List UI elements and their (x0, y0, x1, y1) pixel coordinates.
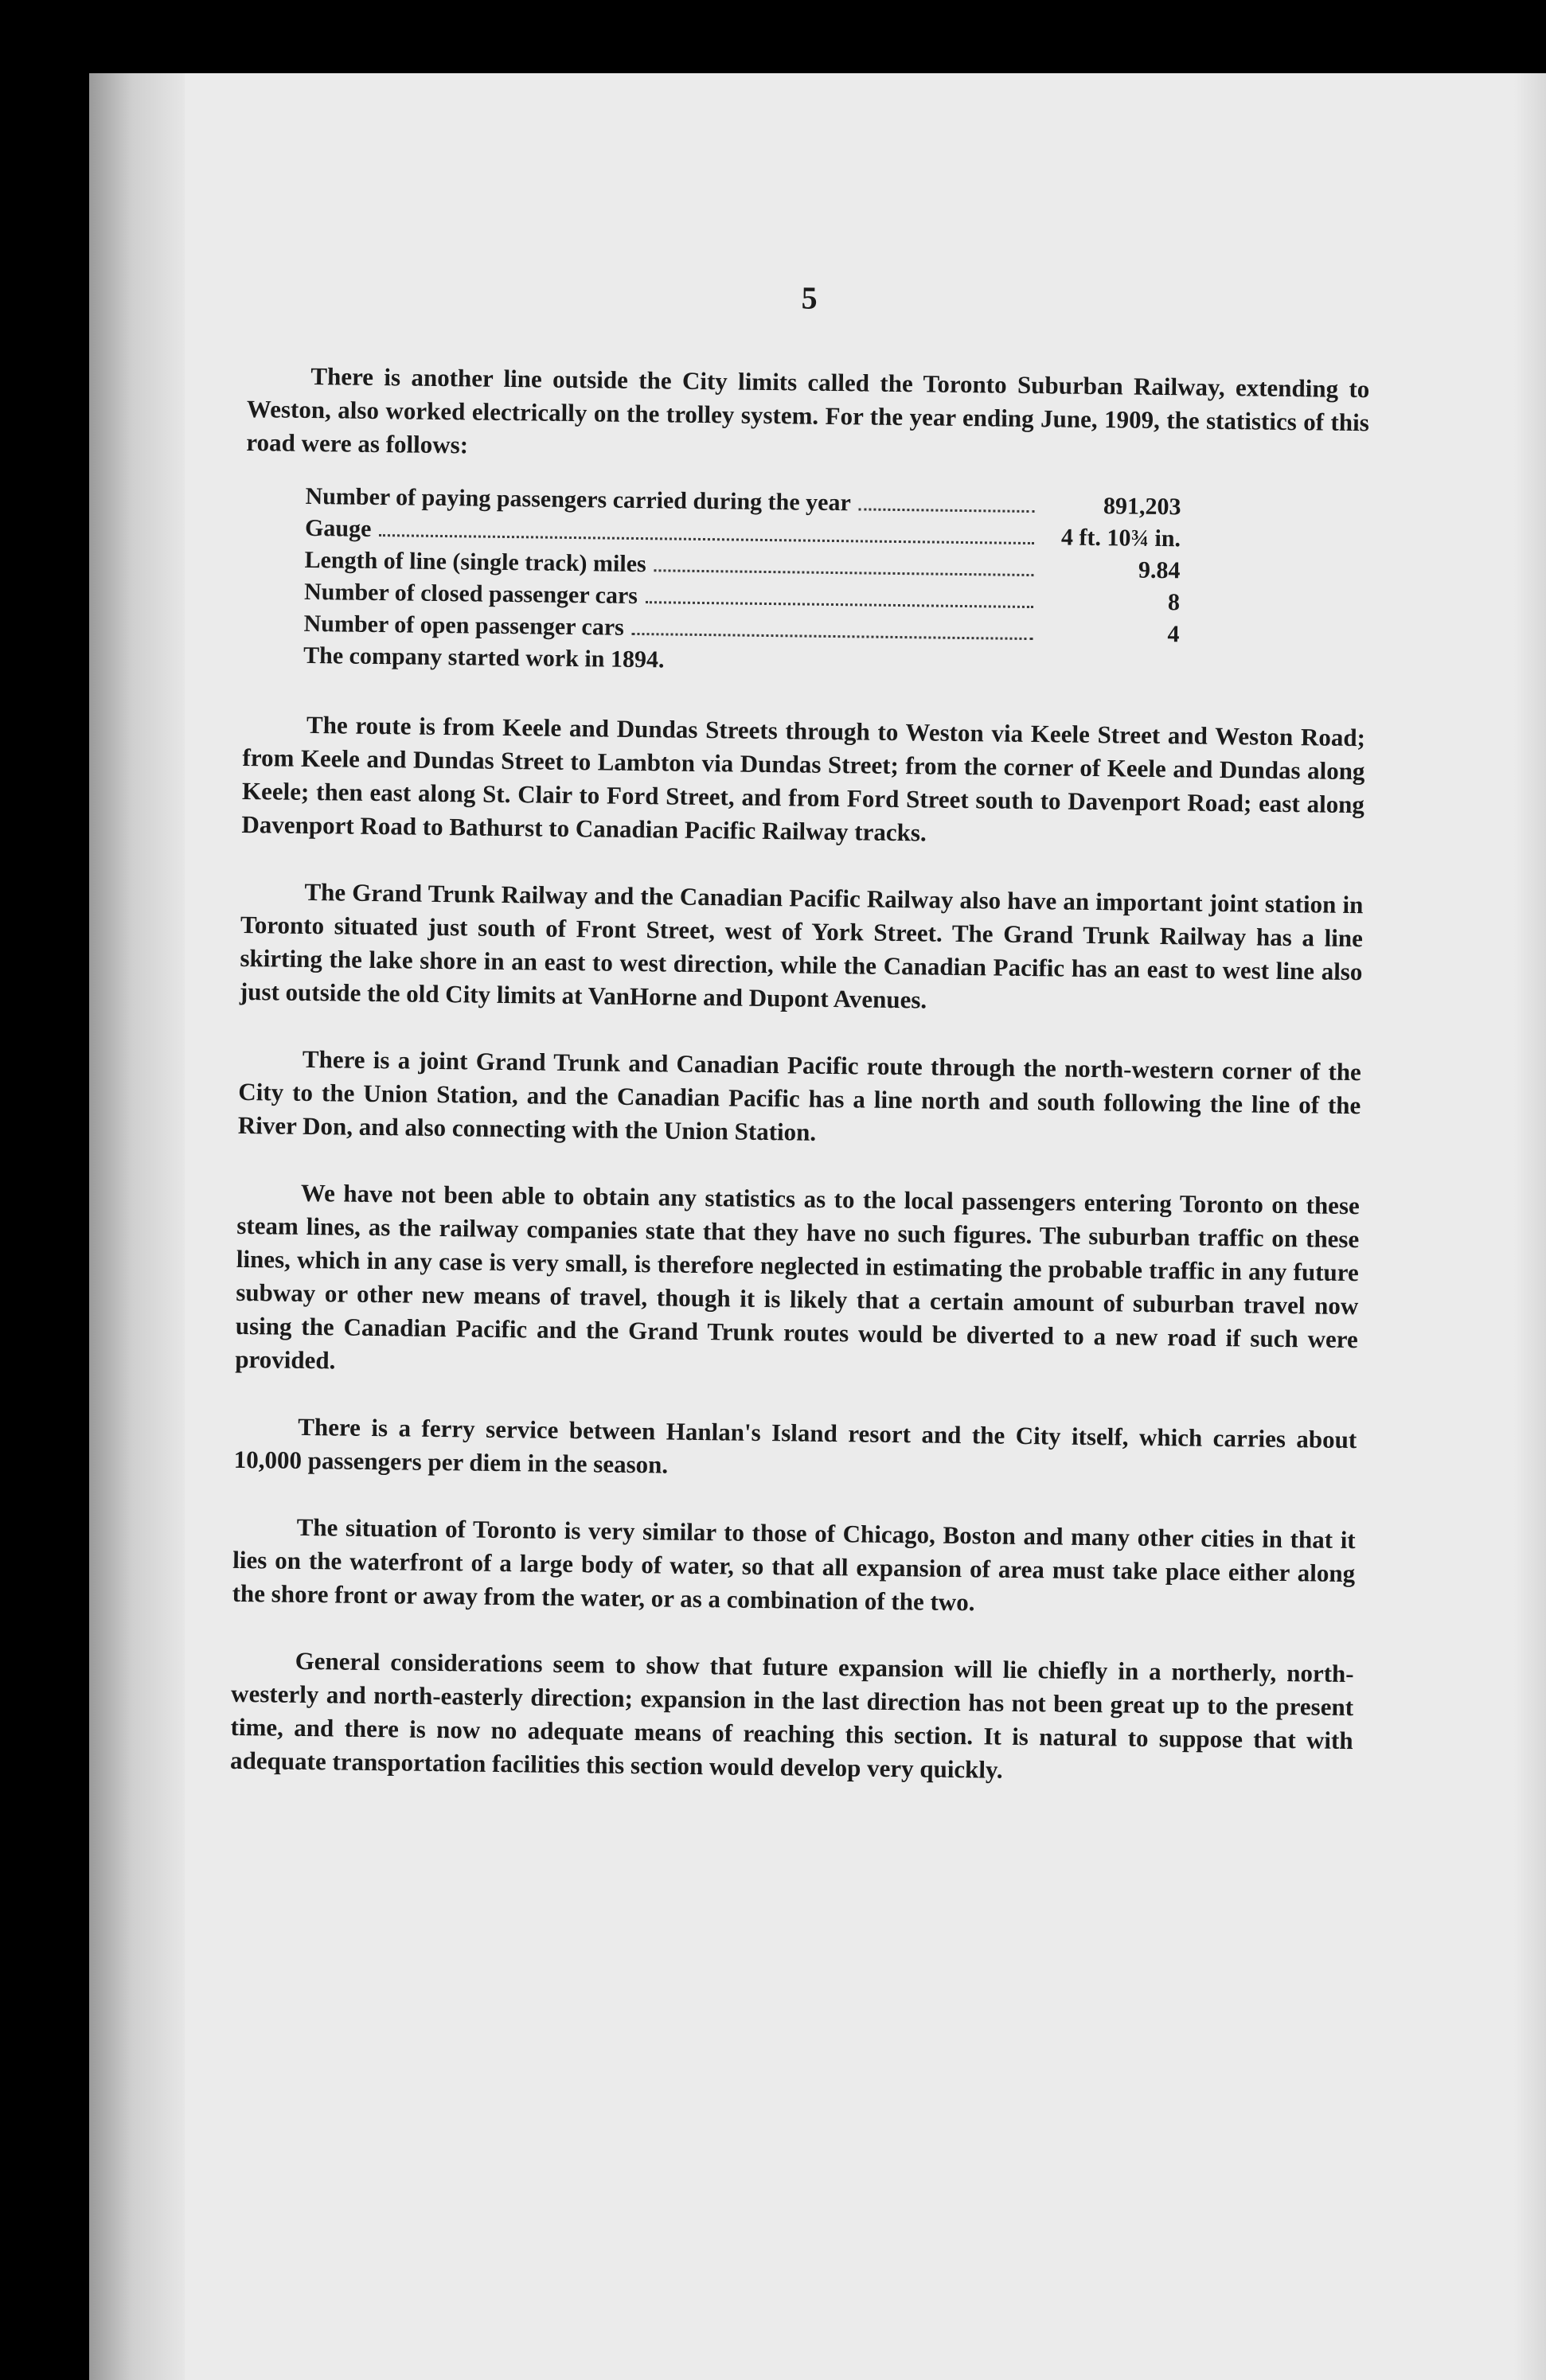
stat-value: 4 ft. 10¾ in. (1060, 524, 1181, 552)
route-paragraph: The route is from Keele and Dundas Streets through to Weston via Keele Street and Weston Road; from Keele and Dundas Street to Lambton via Dundas Street; from the corner of Keele and Dundas along Keele; then east along St. Clair to Ford Street, and from Ford Street south to Davenport Road; east along Davenport Road to Bathurst to Canadian Pacific Railway tracks. (241, 710, 1366, 847)
stat-value: 8 (1167, 589, 1181, 616)
page-number: 5 (801, 279, 818, 316)
dot-leader (379, 534, 1034, 544)
dot-leader (632, 633, 1033, 640)
dot-leader (654, 569, 1034, 576)
stat-label: Number of open passenger cars (303, 610, 625, 641)
ferry-paragraph: There is a ferry service between Hanlan's Island resort and the City itself, which carries about 10,000 passengers per diem in the season. (233, 1412, 1357, 1479)
page-content (229, 272, 1371, 1824)
stat-label: Gauge (304, 514, 372, 542)
page-edge-shadow (1514, 73, 1546, 2380)
stat-label: Number of paying passengers carried during the year (305, 482, 851, 517)
page-gutter-shadow (89, 73, 185, 2380)
document-page (89, 73, 1546, 2380)
joint-route-paragraph: There is a joint Grand Trunk and Canadian Pacific route through the north-western corner of the City to the Union Station, and the Canadian Pacific has a line north and south following the line of the River Don, and also connecting with the Union Station. (237, 1044, 1362, 1146)
stat-value: 9.84 (1138, 556, 1181, 584)
stats-note: The company started work in 1894. (303, 642, 665, 673)
expansion-paragraph: General considerations seem to show that future expansion will lie chiefly in a northerly, north-westerly and north-easterly direction; expansion in the last direction has not been great up to the present time, and there is now no adequate means of reaching this section. It is natural to suppose that with adequate transportation facilities this section would develop very quickly. (229, 1646, 1354, 1784)
statistics-table (303, 481, 1181, 682)
situation-paragraph: The situation of Toronto is very similar to those of Chicago, Boston and many other cities in that it lies on the waterfront of a large body of water, so that all expansion of area must take place either along the shore front or away from the water, or as a combination of the two. (232, 1512, 1356, 1617)
joint-station-paragraph: The Grand Trunk Railway and the Canadian Pacific Railway also have an important joint station in Toronto situated just south of Front Street, west of York Street. The Grand Trunk Railway has a line skirting the lake shore in an east to west direction, while the Canadian Pacific has an east to west line also just outside the old City limits at VanHorne and Dupont Avenues. (239, 877, 1364, 1014)
dot-leader (859, 508, 1035, 513)
dot-leader (646, 601, 1033, 608)
intro-paragraph: There is another line outside the City limits called the Toronto Suburban Railway, extending to Weston, also worked electrically on the trolley system. For the year ending June, 1909, the statistics of this road were as follows: (246, 361, 1370, 459)
statistics-paragraph: We have not been able to obtain any statistics as to the local passengers entering Toronto on these steam lines, as the railway companies state that they have no such figures. The suburban traffic on these lines, which in any case is very small, is therefore neglected in estimating the probable traffic in any future subway or other new means of travel, though it is likely that a certain amount of suburban travel now using the Canadian Pacific and the Grand Trunk routes would be diverted to a new road if such were provided. (235, 1178, 1360, 1375)
stat-label: Length of line (single track) miles (304, 546, 646, 578)
stat-label: Number of closed passenger cars (303, 578, 638, 610)
stat-value: 891,203 (1103, 493, 1181, 521)
stat-value: 4 (1167, 621, 1180, 648)
